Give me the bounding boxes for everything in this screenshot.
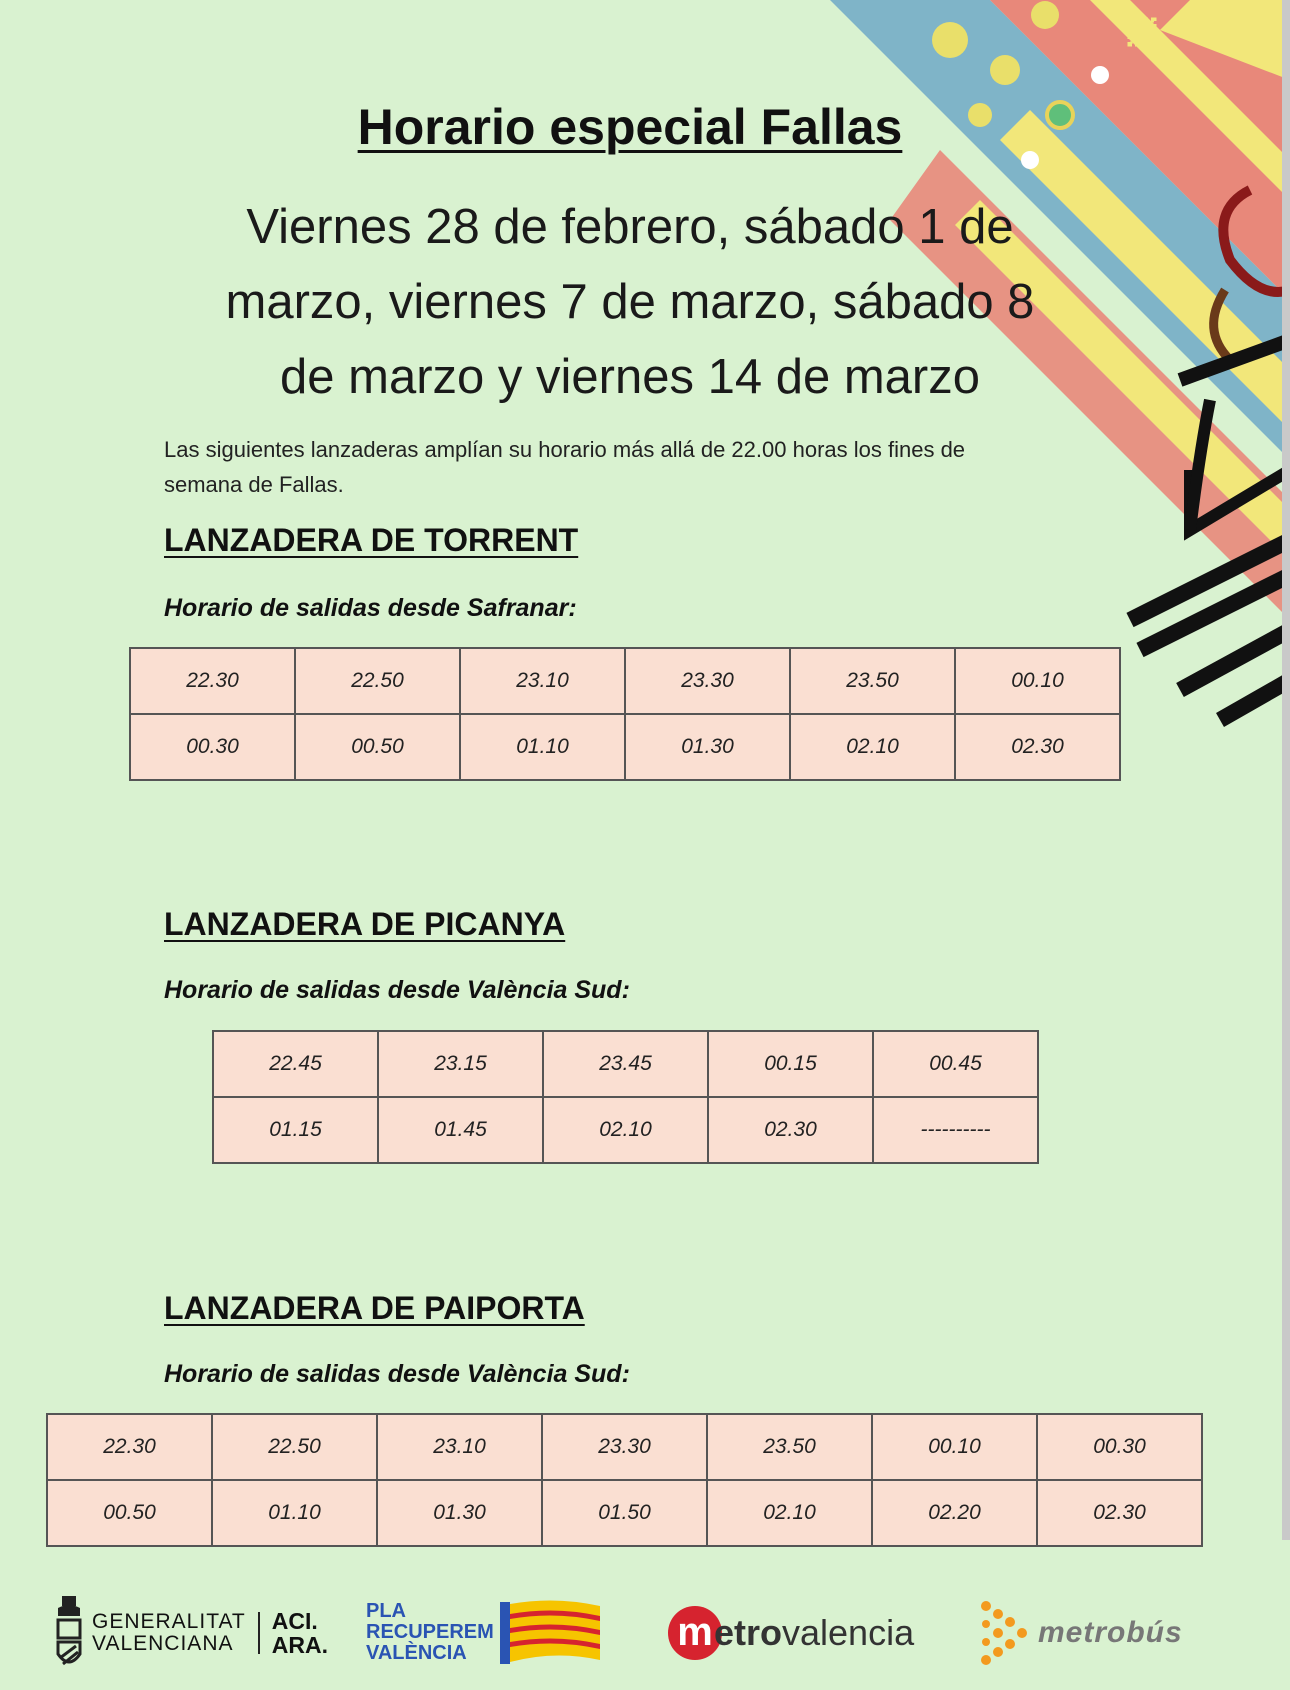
section-title-torrent: LANZADERA DE TORRENT [164,522,579,558]
table-cell: 01.10 [460,714,625,780]
table-cell: 02.30 [708,1097,873,1163]
pla-recuperem-logo [366,1585,604,1680]
dates-line-2: marzo, viernes 7 de marzo, sábado 8 [225,275,1035,329]
page-title: Horario especial Fallas [357,99,903,155]
table-row [213,1031,1038,1097]
intro-line-1: Las siguientes lanzaderas amplían su horario más allá de 22.00 horas los fines de [164,437,966,462]
table-row [130,714,1120,780]
table-cell: 01.30 [625,714,790,780]
table-row [47,1480,1202,1546]
table-row [213,1097,1038,1163]
table-cell: 23.10 [460,648,625,714]
dates-line-1: Viernes 28 de febrero, sábado 1 de [246,200,1014,254]
metrobus-logo [980,1585,1183,1680]
footer-logos [0,1585,1290,1680]
section-subtitle-picanya: Horario de salidas desde València Sud: [164,976,630,1004]
schedule-table-picanya [212,1030,1039,1164]
table-cell: 02.10 [790,714,955,780]
section-title-paiporta: LANZADERA DE PAIPORTA [164,1290,585,1326]
table-cell: 22.50 [212,1414,377,1480]
metrovalencia-logo [668,1585,914,1680]
section-subtitle-torrent: Horario de salidas desde Safranar: [164,594,577,622]
table-cell: 23.10 [377,1414,542,1480]
table-cell: 02.10 [707,1480,872,1546]
table-cell: 00.50 [295,714,460,780]
table-cell: 02.30 [1037,1480,1202,1546]
table-cell: 23.30 [542,1414,707,1480]
table-cell: 23.30 [625,648,790,714]
generalitat-text [92,1611,246,1655]
aci-line-1: ACI. [271,1607,318,1634]
generalitat-line-2: VALENCIANA [92,1631,234,1655]
table-cell: 22.50 [295,648,460,714]
table-cell: 22.45 [213,1031,378,1097]
table-cell: 00.15 [708,1031,873,1097]
table-cell: 01.15 [213,1097,378,1163]
table-cell: 02.20 [872,1480,1037,1546]
schedule-table-paiporta [46,1413,1203,1547]
pla-line-2: RECUPEREM [366,1621,494,1643]
logo-divider [258,1612,260,1654]
table-cell: 01.30 [377,1480,542,1546]
pla-recuperem-text [366,1601,494,1664]
generalitat-coat-of-arms-icon [54,1594,84,1672]
intro-line-2: semana de Fallas. [164,472,344,497]
table-cell: 02.30 [955,714,1120,780]
table-cell: 22.30 [47,1414,212,1480]
table-cell: 23.50 [790,648,955,714]
metro-suffix: valencia [782,1611,915,1653]
table-cell: 23.15 [378,1031,543,1097]
pla-line-3: VALÈNCIA [366,1642,467,1664]
schedule-table-torrent [129,647,1121,781]
table-cell: 00.45 [873,1031,1038,1097]
table-cell: 02.10 [543,1097,708,1163]
generalitat-line-1: GENERALITAT [92,1609,246,1633]
dates-line-3: de marzo y viernes 14 de marzo [280,350,980,404]
table-cell: 00.30 [130,714,295,780]
table-cell: 23.50 [707,1414,872,1480]
table-cell: 22.30 [130,648,295,714]
section-subtitle-paiporta: Horario de salidas desde València Sud: [164,1360,630,1388]
metrobus-text: metrobús [1038,1615,1183,1649]
table-cell: ---------- [873,1097,1038,1163]
dates-block [180,190,1080,415]
table-cell: 01.10 [212,1480,377,1546]
generalitat-logo [54,1585,328,1680]
table-cell: 00.30 [1037,1414,1202,1480]
aci-ara-text [272,1609,328,1657]
table-cell: 01.45 [378,1097,543,1163]
pla-line-1: PLA [366,1600,406,1622]
table-cell: 01.50 [542,1480,707,1546]
right-edge-strip [1282,0,1290,1540]
aci-line-2: ARA. [271,1631,328,1658]
table-cell: 00.50 [47,1480,212,1546]
intro-text [164,432,1124,502]
table-row [47,1414,1202,1480]
table-cell: 00.10 [955,648,1120,714]
metro-text: etro [714,1611,783,1653]
table-cell: 00.10 [872,1414,1037,1480]
senyera-flag-icon [500,1600,604,1666]
table-row [130,648,1120,714]
section-title-picanya: LANZADERA DE PICANYA [164,906,566,942]
metrobus-dots-icon [980,1600,1030,1666]
table-cell: 23.45 [543,1031,708,1097]
metro-m-badge: m [668,1606,722,1660]
